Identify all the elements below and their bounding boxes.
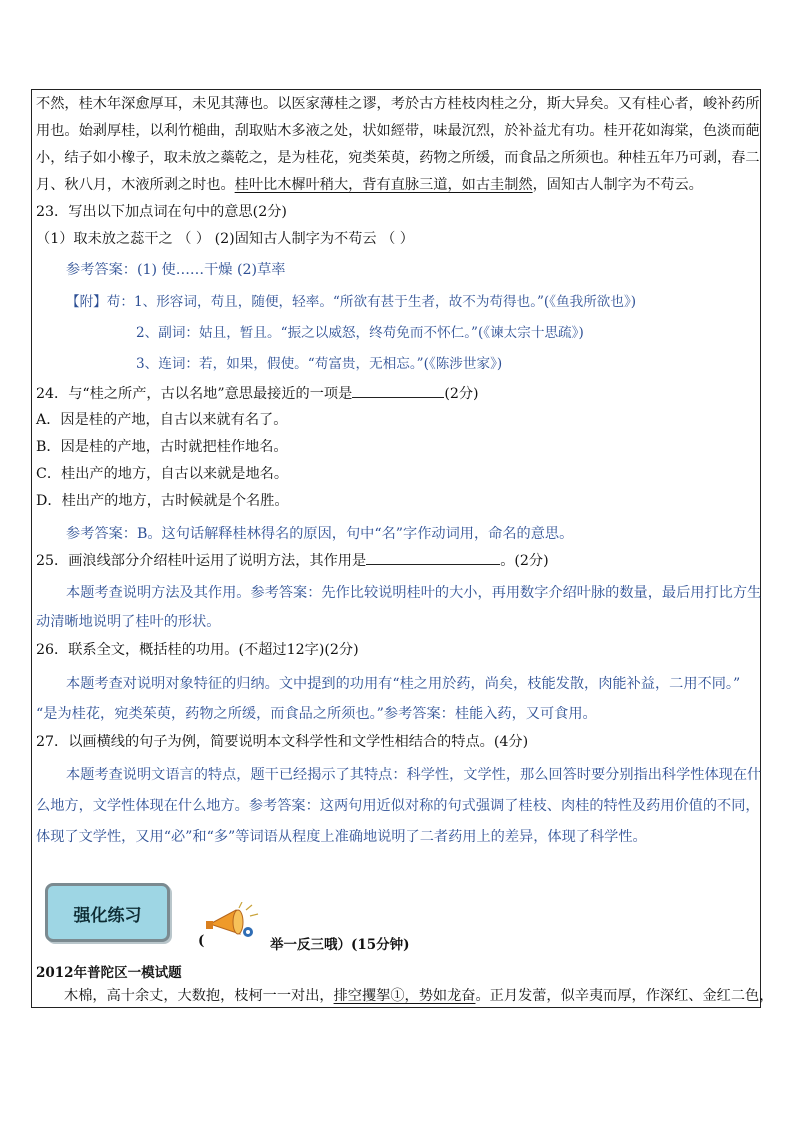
question-24-title [36,383,479,404]
question-23-items: （1）取未放之蕊干之 （ ） (2)固知古人制字为不苟云 （ ） [36,231,414,247]
passage-line: 用也。始剥厚桂，以利竹槌曲，刮取贴木多液之处，状如經带，味最沉烈，於补益尤有功。桂开花如海棠，色淡而葩 [36,123,760,139]
passage-text: 月、秋八月，木液所剥之时也。 [36,177,235,193]
passage-line: 不然，桂木年深愈厚耳，未见其薄也。以医家薄桂之谬，考於古方桂枝肉桂之分，斯大异矣。又有桂心者，峻补药所 [36,96,760,112]
passage-line: 小，结子如小橡子，取未放之蘂乾之，是为桂花，宛类茱萸，药物之所缓，而食品之所须也。种桂五年乃可剥，春二 [36,150,760,166]
practice-passage-line [36,985,773,1005]
question-23-answer: 参考答案：(1) 使……干燥 (2)草率 [66,262,286,278]
question-26-answer: 本题考查对说明对象特征的归纳。文中提到的功用有“桂之用於药，尚矣，枝能发散，肉能补益，二用不同。” [66,676,741,692]
option-a: A．因是桂的产地，自古以来就有名了。 [36,412,288,428]
passage-text: ，固知古人制字为不苟云。 [532,177,703,193]
option-c: C．桂出产的地方，自古以来就是地名。 [36,466,289,482]
underlined-phrase: 排空攫挐①，势如龙奋 [333,988,476,1004]
question-25-title [36,550,549,571]
question-23-note: 2、副词：姑且，暂且。“振之以威怒，终苟免而不怀仁。”(《谏太宗十思疏》) [136,325,584,341]
question-25-answer: 本题考查说明方法及其作用。参考答案：先作比较说明桂叶的大小，再用数字介绍叶脉的数量，最后用打比方生 [66,585,762,601]
question-23-note: 【附】苟：1、形容词，苟且，随便，轻率。“所欲有甚于生者，故不为苟得也。”(《鱼我所欲也》) [66,294,637,310]
megaphone-icon [206,902,268,942]
question-25-answer: 动清晰地说明了桂叶的形状。 [36,614,221,630]
question-24-text: 24．与“桂之所产，古以名地”意思最接近的一项是 [36,386,353,402]
answer-blank[interactable] [366,550,500,565]
question-27-answer: 本题考查说明文语言的特点，题干已经揭示了其特点：科学性，文学性，那么回答时要分别指出科学性体现在什 [66,767,762,783]
passage-line [36,175,703,195]
question-26-title: 26．联系全文，概括桂的功用。(不超过12字)(2分) [36,642,359,658]
question-26-answer: “是为桂花，宛类茱萸，药物之所缓，而食品之所须也。”参考答案：桂能入药，又可食用。 [36,706,597,722]
question-27-answer: 体现了文学性，又用“必”和“多”等词语从程度上准确地说明了二者药用上的差异，体现了科学性。 [36,829,647,845]
option-d: D．桂出产的地方，古时候就是个名胜。 [36,493,289,509]
question-27-answer: 么地方，文学性体现在什么地方。参考答案：这两句用近似对称的句式强调了桂枝、肉桂的特性及药用价值的不同， [36,798,760,814]
question-25-text: 25．画浪线部分介绍桂叶运用了说明方法，其作用是 [36,553,367,569]
practice-text: 木棉，高十余丈，大数抱，枝柯一一对出， [64,988,334,1004]
question-27-title: 27．以画横线的句子为例，简要说明本文科学性和文学性相结合的特点。(4分) [36,734,529,750]
practice-text: 。正月发蕾，似辛夷而厚，作深红、金红二色， [475,988,774,1004]
question-25-score: 。(2分) [500,553,549,569]
practice-paren: ( [198,933,205,949]
question-24-score: (2分) [444,386,479,402]
practice-badge-label: 强化练习 [73,906,142,926]
question-24-answer: 参考答案：B。这句话解释桂林得名的原因，句中“名”字作动词用，命名的意思。 [66,526,574,542]
answer-blank[interactable] [352,383,444,398]
exam-title: 2012年普陀区一模试题 [36,965,182,981]
option-b: B．因是桂的产地，古时就把桂作地名。 [36,439,288,455]
content-frame [31,89,761,1008]
question-23-note: 3、连词：若，如果，假使。“苟富贵，无相忘。”(《陈涉世家》) [136,356,503,372]
question-23-title: 23．写出以下加点词在句中的意思(2分) [36,204,287,220]
practice-badge [45,883,170,942]
practice-subtitle: 举一反三哦）(15分钟) [270,937,410,953]
underlined-sentence: 桂叶比木樨叶稍大，背有直脉三道，如古圭制然 [234,177,533,193]
